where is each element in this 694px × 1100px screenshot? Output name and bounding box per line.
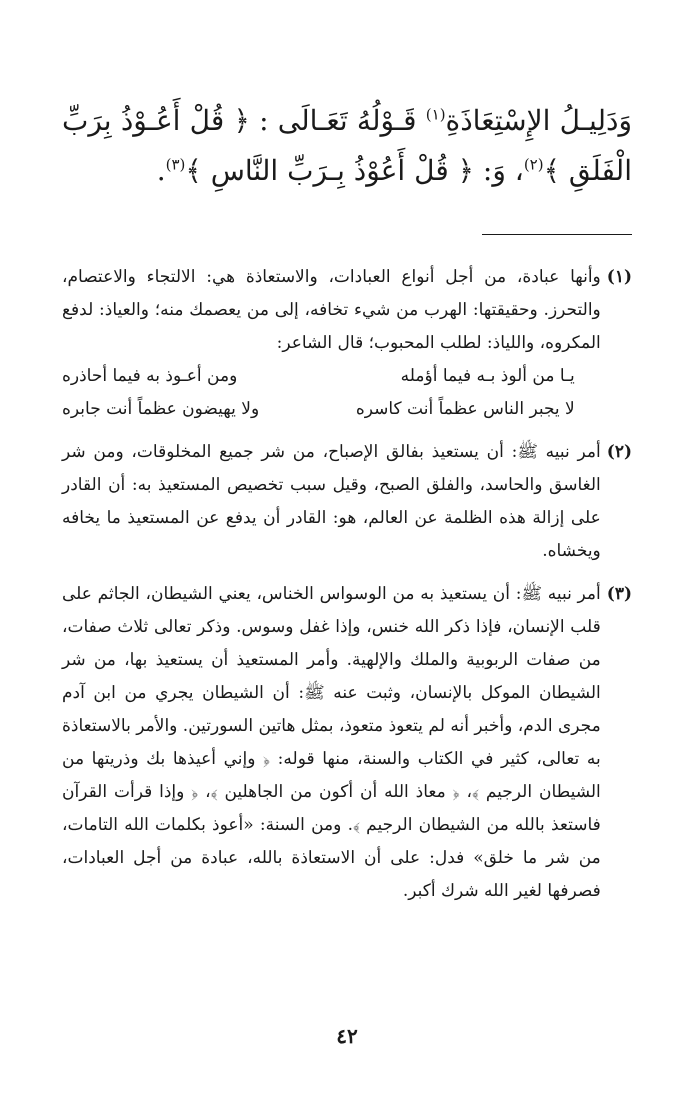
footnote-body (62, 578, 601, 908)
footnote-2 (62, 436, 632, 568)
poem-hemistich-right: يـا من ألوذ بـه فيما أؤمله (400, 366, 575, 386)
footnote-divider (482, 234, 632, 235)
footnote-paragraph: أمر نبيه ﷺ: أن يستعيذ بفالق الإصباح، من شر جميع المخلوقات، ومن شر الغاسق والحاسد، والفلق الصبح، وقيل سبب تخصيص المستعيذ به: أن القادر على إزالة هذه الظلمة عن العالم، هو: القادر أن يدفع عن المستعيذ ما يخافه ويخشاه. (62, 442, 601, 561)
footnote-ref-3[interactable]: (٣) (165, 155, 186, 174)
poem-line (62, 360, 575, 393)
poem-hemistich-left: ولا يهيضون عظماً أنت جابره (62, 399, 260, 419)
main-text-part-d: . (156, 154, 166, 187)
footnote-ref-1[interactable]: (١) (425, 105, 446, 124)
footnote-1 (62, 261, 632, 426)
main-text-part-a: وَدَلِيـلُ الإِسْتِعَاذَةِ (445, 104, 632, 137)
poem-hemistich-right: لا يجبر الناس عظماً أنت كاسره (355, 399, 575, 419)
footnote-paragraph: أمر نبيه ﷺ: أن يستعيذ به من الوسواس الخناس، يعني الشيطان، الجاثم على قلب الإنسان، فإذا ذكر الله خنس، وإذا غفل وسوس. وذكر تعالى ثلاث صفات، من صفات الربوبية والملك والإلهية. وأمر المستعيذ أن يستعيذ بها، من شر الشيطان الموكل بالإنسان، وثبت عنه ﷺ: أن الشيطان يجري من ابن آدم مجرى الدم، وأخبر أنه لم يتعوذ متعوذ، بمثل هاتين السورتين. والأمر بالاستعاذة به تعالى، كثير في الكتاب والسنة، منها قوله: ﴿ وإني أعيذها بك وذريتها من الشيطان الرجيم ﴾، ﴿ معاذ الله أن أكون من الجاهلين ﴾، ﴿ وإذا قرأت القرآن فاستعذ بالله من الشيطان الرجيم ﴾. ومن السنة: «أعوذ بكلمات الله التامات، من شر ما خلق» فدل: على أن الاستعاذة بالله، عبادة من أجل العبادات، فصرفها لغير الله شرك أكبر. (62, 584, 601, 901)
poem-line (62, 393, 575, 426)
main-text-part-b: قَـوْلُهُ تَعَـالَى : ﴿ قُلْ أَعُـوْذُ بِرَبِّ الْفَلَقِ ﴾ (62, 104, 632, 187)
footnote-number: (١) (606, 267, 632, 287)
footnote-ref-2[interactable]: (٢) (523, 155, 544, 174)
poem (62, 360, 601, 426)
main-text (62, 96, 632, 196)
footnote-3 (62, 578, 632, 908)
footnote-number: (٢) (606, 442, 632, 462)
footnote-paragraph: وأنها عبادة، من أجل أنواع العبادات، والاستعاذة هي: الالتجاء والاعتصام، والتحرز. وحقيقتها: الهرب من شيء تخافه، إلى من يعصمك منه؛ والعياذ: لدفع المكروه، واللياذ: لطلب المحبوب؛ قال الشاعر: (62, 267, 601, 353)
footnote-body (62, 436, 601, 568)
page-number: ٤٢ (336, 1024, 358, 1048)
footnote-number: (٣) (606, 584, 632, 604)
poem-hemistich-left: ومن أعـوذ به فيما أحاذره (62, 366, 238, 386)
main-text-part-c: ، وَ: ﴿ قُلْ أَعُوْذُ بِـرَبِّ النَّاسِ ﴾ (185, 154, 524, 187)
page-content (62, 96, 632, 1060)
footnotes (62, 261, 632, 908)
footnote-body (62, 261, 601, 426)
